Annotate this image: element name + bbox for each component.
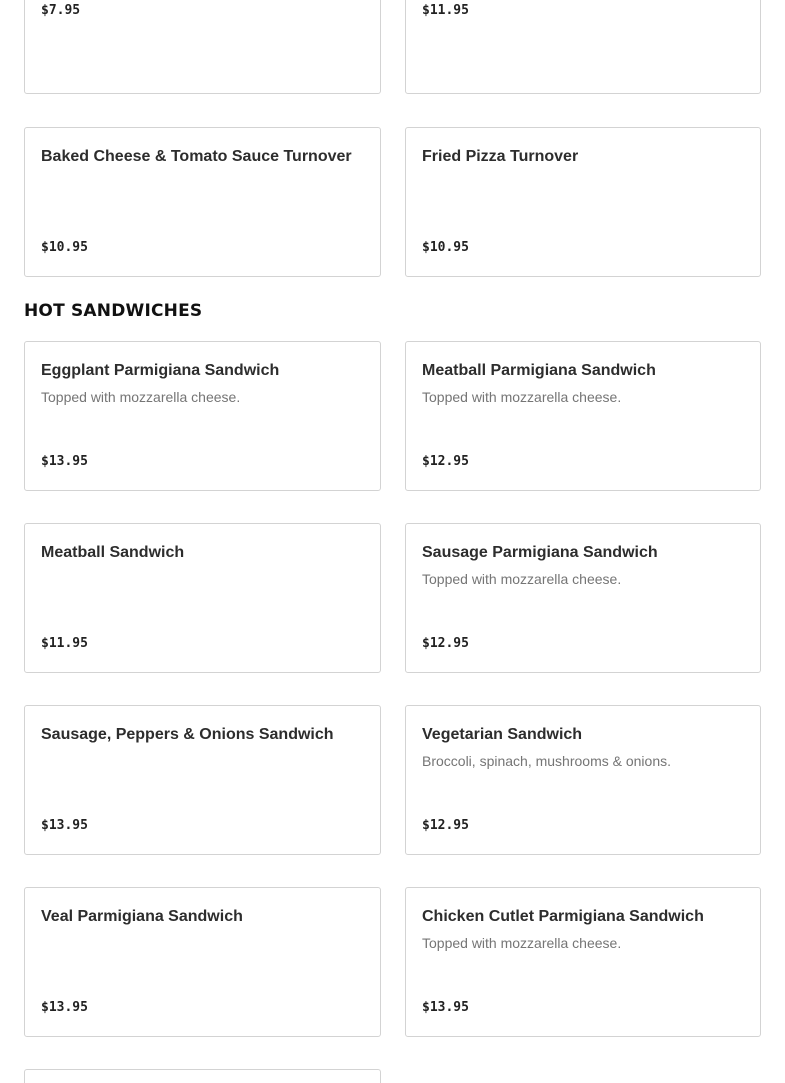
menu-item-name: Eggplant Parmigiana Sandwich xyxy=(41,362,280,379)
menu-item-price: $13.95 xyxy=(41,1000,88,1015)
menu-item-price: $10.95 xyxy=(41,240,88,255)
section-title-hot-sandwiches: HOT SANDWICHES xyxy=(24,301,203,321)
menu-item-card[interactable] xyxy=(405,0,761,94)
menu-item-name: Chicken Cutlet Parmigiana Sandwich xyxy=(422,908,704,925)
menu-item-name: Vegetarian Sandwich xyxy=(422,726,583,743)
menu-item-card[interactable] xyxy=(24,887,381,1037)
menu-item-card[interactable] xyxy=(405,341,761,491)
menu-item-description: Topped with mozzarella cheese. xyxy=(422,935,622,951)
menu-item-price: $11.95 xyxy=(422,3,469,18)
menu-item-card[interactable] xyxy=(24,127,381,277)
menu-item-name: Veal Parmigiana Sandwich xyxy=(41,908,243,925)
menu-item-description: Topped with mozzarella cheese. xyxy=(41,389,241,405)
menu-item-name: Sausage Parmigiana Sandwich xyxy=(422,544,658,561)
menu-item-description: Broccoli, spinach, mushrooms & onions. xyxy=(422,753,671,769)
menu-item-name: Meatball Sandwich xyxy=(41,544,185,561)
menu-item-price: $7.95 xyxy=(41,3,81,18)
menu-item-card[interactable] xyxy=(24,0,381,94)
menu-item-name: Sausage, Peppers & Onions Sandwich xyxy=(41,726,334,743)
menu-item-price: $10.95 xyxy=(422,240,469,255)
menu-item-price: $12.95 xyxy=(422,454,469,469)
menu-item-price: $13.95 xyxy=(422,1000,469,1015)
menu-item-name: Meatball Parmigiana Sandwich xyxy=(422,362,656,379)
menu-item-price: $13.95 xyxy=(41,454,88,469)
menu-item-card[interactable] xyxy=(405,523,761,673)
menu-item-price: $12.95 xyxy=(422,818,469,833)
menu-item-card[interactable] xyxy=(24,705,381,855)
menu-item-name: Baked Cheese & Tomato Sauce Turnover xyxy=(41,148,352,165)
menu-item-card[interactable] xyxy=(405,705,761,855)
menu-item-card[interactable] xyxy=(24,523,381,673)
menu-item-price: $12.95 xyxy=(422,636,469,651)
menu-item-name: Fried Pizza Turnover xyxy=(422,148,579,165)
menu-item-description: Topped with mozzarella cheese. xyxy=(422,571,622,587)
menu-item-card[interactable] xyxy=(405,127,761,277)
menu-item-description: Topped with mozzarella cheese. xyxy=(422,389,622,405)
menu-item-price: $11.95 xyxy=(41,636,88,651)
menu-item-card[interactable] xyxy=(405,887,761,1037)
menu-item-card[interactable] xyxy=(24,341,381,491)
menu-item-card[interactable] xyxy=(24,1069,381,1083)
menu-item-price: $13.95 xyxy=(41,818,88,833)
